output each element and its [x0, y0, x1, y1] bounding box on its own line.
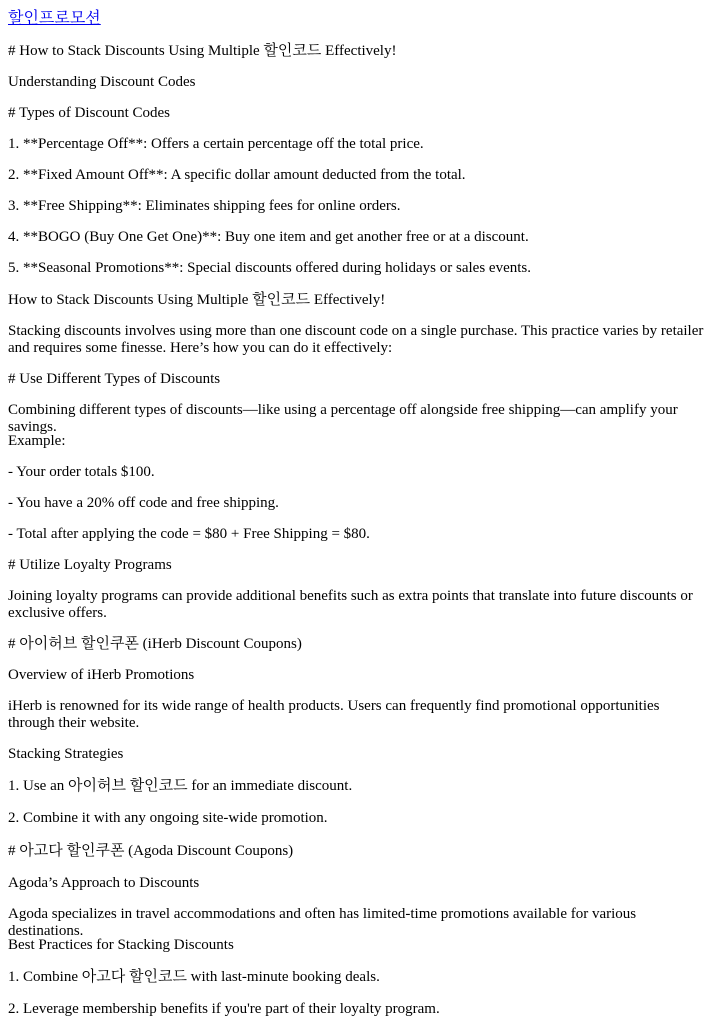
heading-agoda: # 아고다 할인쿠폰 (Agoda Discount Coupons)	[8, 843, 294, 859]
list-item-fixed: 2. **Fixed Amount Off**: A specific dollar amount deducted from the total.	[8, 167, 466, 183]
list-item-membership: 2. Leverage membership benefits if you're part of their loyalty program.	[8, 1001, 440, 1017]
example-item-code: - You have a 20% off code and free shipping.	[8, 495, 279, 511]
list-item-percentage: 1. **Percentage Off**: Offers a certain percentage off the total price.	[8, 136, 424, 152]
paragraph-combining: Combining different types of discounts—like using a percentage off alongside free shipping—can amplify your savings.	[8, 402, 678, 435]
promotion-link[interactable]: 할인프로모션	[8, 8, 101, 27]
heading-types: # Types of Discount Codes	[8, 105, 170, 121]
list-item-seasonal: 5. **Seasonal Promotions**: Special discounts offered during holidays or sales events.	[8, 260, 531, 276]
paragraph-stacking: Stacking discounts involves using more than one discount code on a single purchase. This practice varies by retailer and requires some finesse. Here’s how you can do it effectively:	[8, 323, 704, 356]
section-title-agoda-approach: Agoda’s Approach to Discounts	[8, 875, 200, 891]
heading-stack-discounts: # How to Stack Discounts Using Multiple 할인코드 Effectively!	[8, 43, 397, 59]
paragraph-loyalty: Joining loyalty programs can provide additional benefits such as extra points that translate into future discounts or exclusive offers.	[8, 588, 693, 621]
paragraph-agoda: Agoda specializes in travel accommodations and often has limited-time promotions available for various destinations.	[8, 906, 637, 939]
section-title-stacking-strategies: Stacking Strategies	[8, 746, 124, 762]
list-item-bogo: 4. **BOGO (Buy One Get One)**: Buy one item and get another free or at a discount.	[8, 229, 529, 245]
section-title-stack: How to Stack Discounts Using Multiple 할인코드 Effectively!	[8, 292, 386, 308]
section-title-iherb-overview: Overview of iHerb Promotions	[8, 667, 195, 683]
example-label: Example:	[8, 433, 66, 449]
heading-different-types: # Use Different Types of Discounts	[8, 371, 221, 387]
example-item-order: - Your order totals $100.	[8, 464, 155, 480]
heading-loyalty: # Utilize Loyalty Programs	[8, 557, 172, 573]
list-item-shipping: 3. **Free Shipping**: Eliminates shipping fees for online orders.	[8, 198, 401, 214]
section-title-best-practices: Best Practices for Stacking Discounts	[8, 937, 234, 953]
paragraph-iherb: iHerb is renowned for its wide range of health products. Users can frequently find promotional opportunities through their website.	[8, 698, 660, 731]
section-title-understanding: Understanding Discount Codes	[8, 74, 196, 90]
example-item-total: - Total after applying the code = $80 + Free Shipping = $80.	[8, 526, 370, 542]
list-item-agoda-code: 1. Combine 아고다 할인코드 with last-minute booking deals.	[8, 969, 380, 985]
heading-iherb: # 아이허브 할인쿠폰 (iHerb Discount Coupons)	[8, 636, 302, 652]
list-item-iherb-code: 1. Use an 아이허브 할인코드 for an immediate discount.	[8, 778, 353, 794]
list-item-site-wide: 2. Combine it with any ongoing site-wide promotion.	[8, 810, 328, 826]
